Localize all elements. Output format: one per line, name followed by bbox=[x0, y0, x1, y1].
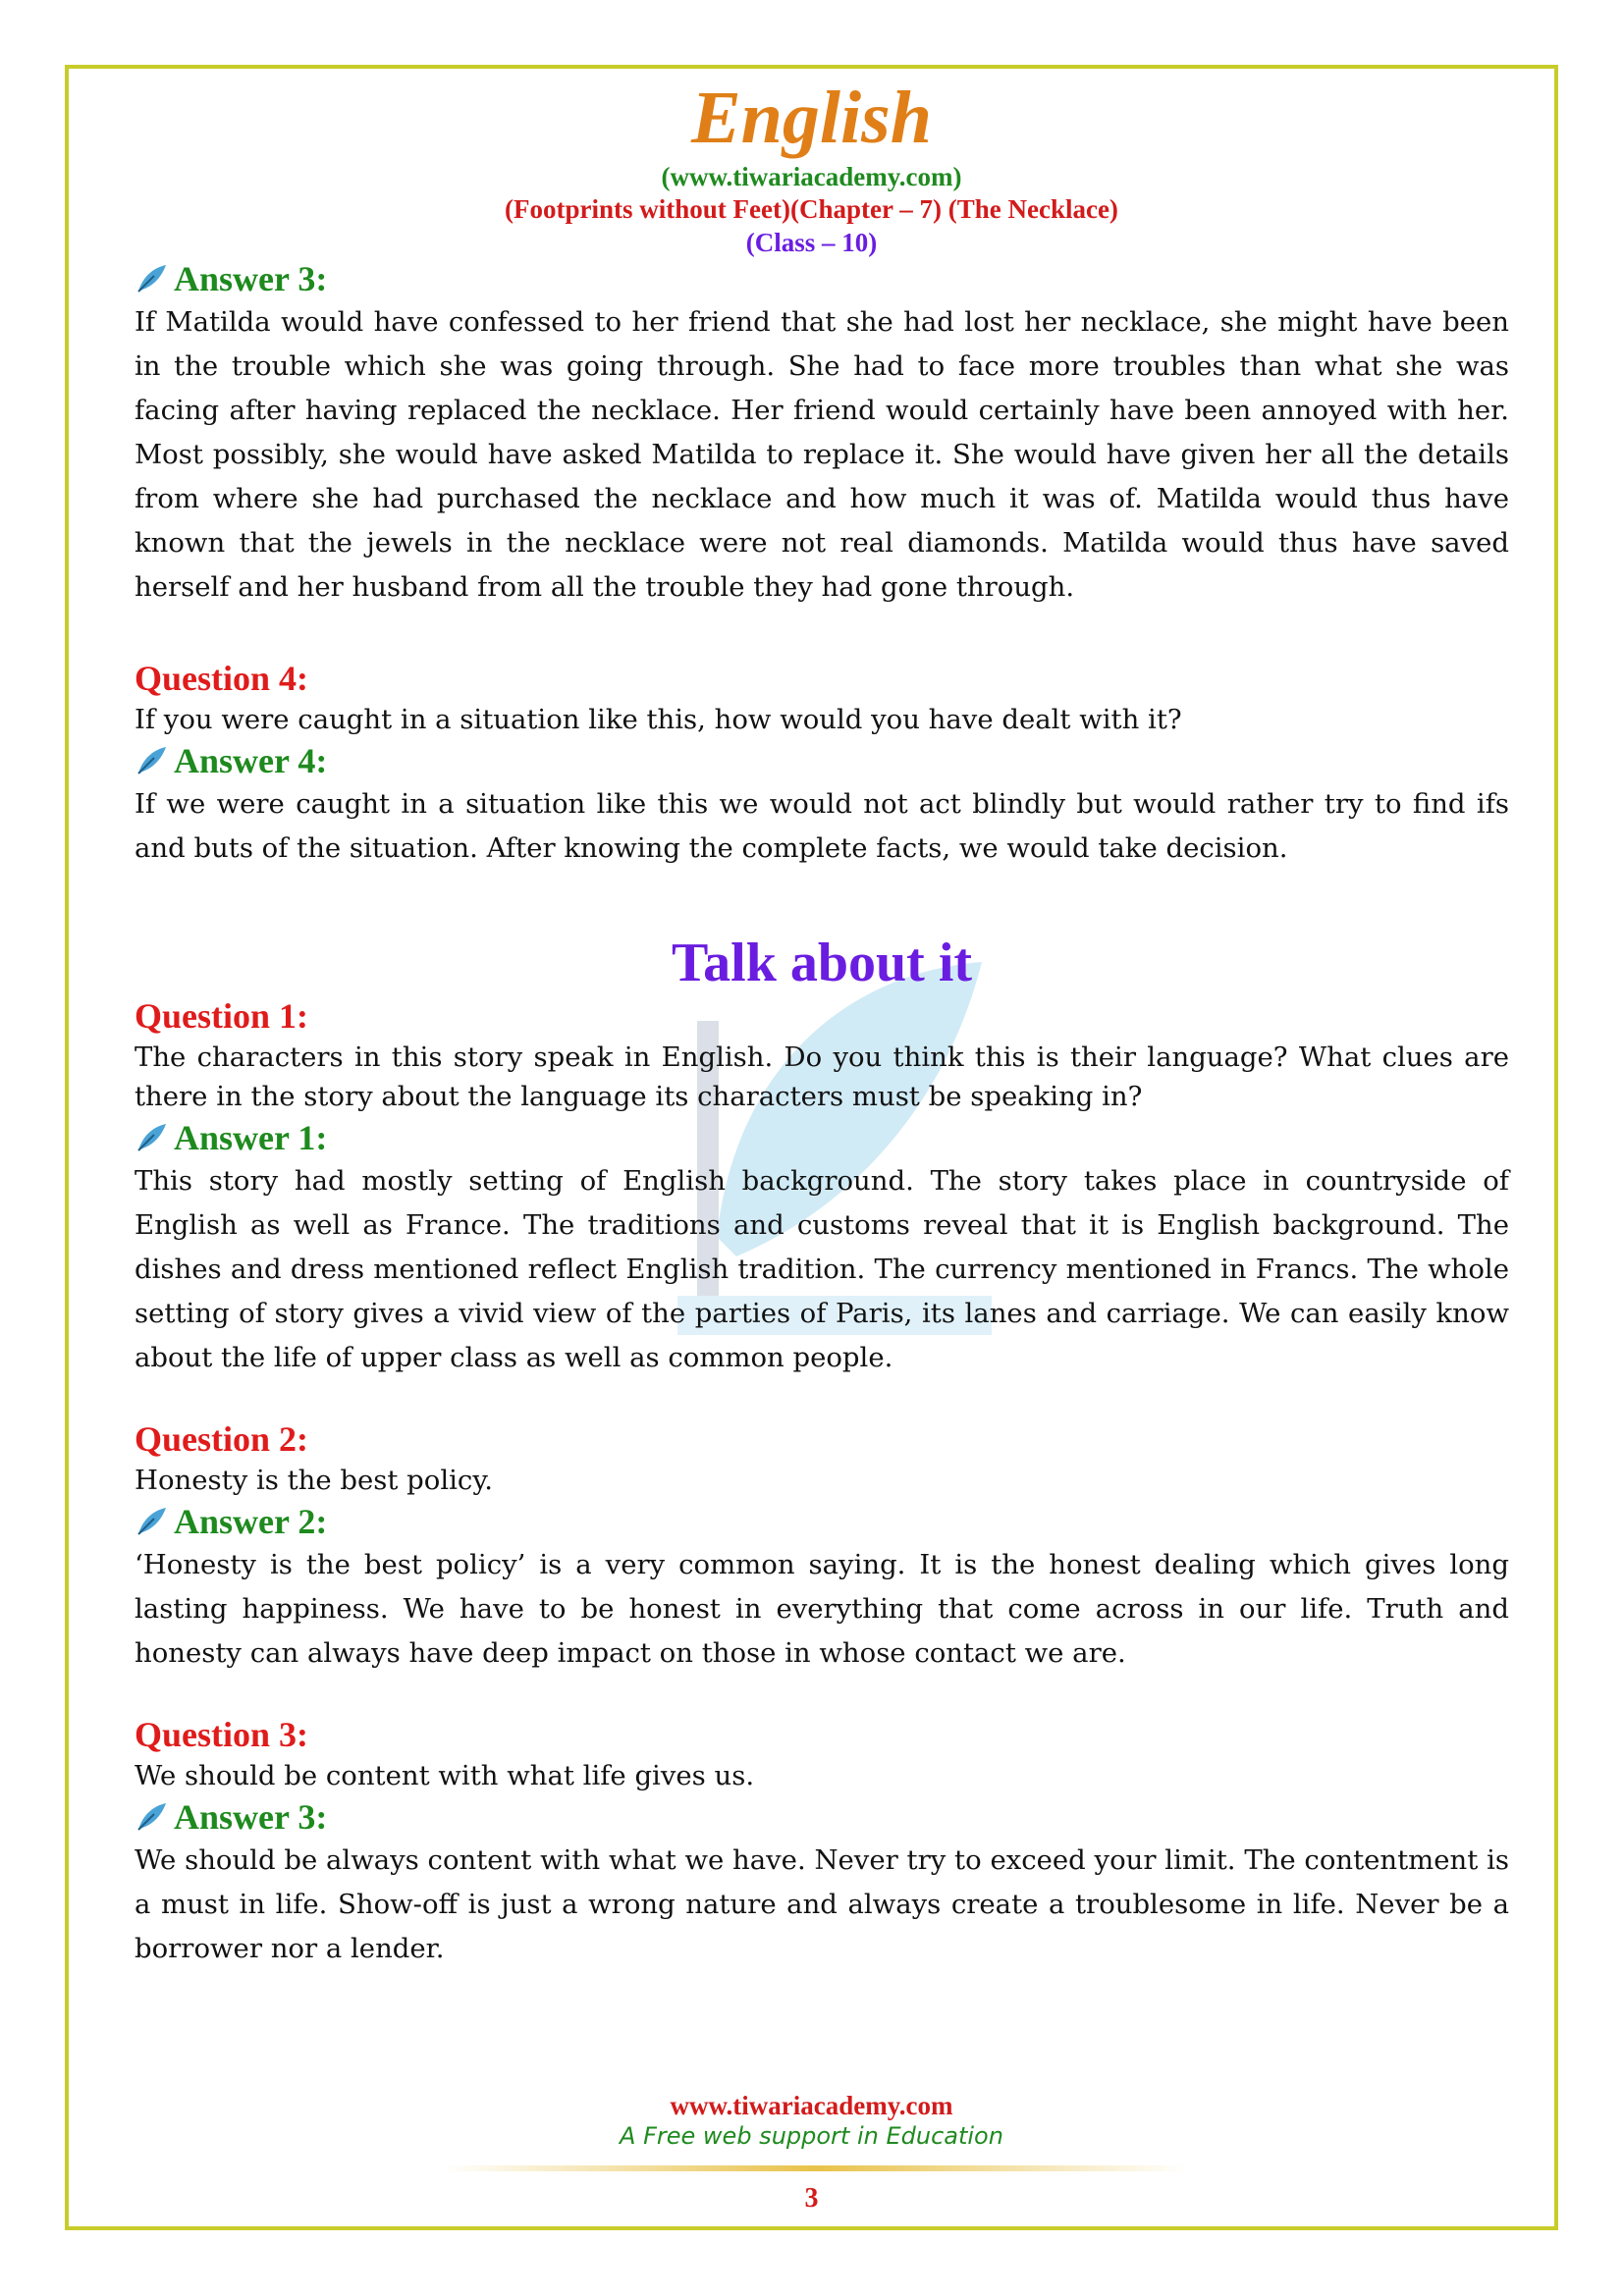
talk-question-3-text: We should be content with what life gives us. bbox=[135, 1760, 755, 1791]
answer-4-heading bbox=[135, 739, 1509, 782]
answer-label: Answer 3: bbox=[174, 1797, 328, 1837]
feather-icon bbox=[135, 744, 168, 777]
main-content bbox=[135, 257, 1509, 1971]
talk-answer-3-text: We should be always content with what we have. Never try to exceed your limit. The contentment is a must in life. Show-off is just a wrong nature and always create a troublesome in life. Never be a borrower nor a lender. bbox=[135, 1844, 1509, 1964]
feather-icon bbox=[135, 1121, 168, 1154]
talk-answer-2-heading bbox=[135, 1500, 1509, 1543]
header-class: (Class – 10) bbox=[745, 228, 878, 257]
answer-label: Answer 3: bbox=[174, 259, 328, 298]
answer-label: Answer 1: bbox=[174, 1118, 328, 1157]
talk-question-1-text: The characters in this story speak in English. Do you think this is their language? What clues are there in the story about the language its characters must be speaking in? bbox=[135, 1041, 1509, 1112]
talk-question-3-heading: Question 3: bbox=[135, 1715, 309, 1754]
footer-divider bbox=[442, 2165, 1188, 2171]
answer-3-heading bbox=[135, 257, 1509, 300]
header-book: (Footprints without Feet)(Chapter – 7) (The Necklace) bbox=[505, 194, 1118, 224]
talk-answer-1-text: This story had mostly setting of English background. The story takes place in countryside of English as well as France. The traditions and customs reveal that it is English background. The dishes and dress mentioned reflect English tradition. The currency mentioned in Francs. The whole setting of story gives a vivid view of the parties of Paris, its lanes and carriage. We can easily know about the life of upper class as well as common people. bbox=[135, 1165, 1509, 1373]
footer-tagline: A Free web support in Education bbox=[620, 2122, 1003, 2150]
question-4-text: If you were caught in a situation like this, how would you have dealt with it? bbox=[135, 704, 1182, 735]
talk-answer-3-heading bbox=[135, 1795, 1509, 1839]
header-site: (www.tiwariacademy.com) bbox=[661, 162, 962, 191]
answer-3-text: If Matilda would have confessed to her friend that she had lost her necklace, she might have been in the trouble which she was going through. She had to face more troubles than what she was facing after having replaced the necklace. Her friend would certainly have been annoyed with her. Most possibly, she would have asked Matilda to replace it. She would have given her all the details from where she had purchased the necklace and how much it was of. Matilda would thus have known that the jewels in the necklace were not real diamonds. Matilda would thus have saved herself and her husband from all the trouble they had gone through. bbox=[135, 306, 1509, 603]
talk-question-2-text: Honesty is the best policy. bbox=[135, 1465, 493, 1496]
talk-question-2-heading: Question 2: bbox=[135, 1419, 309, 1459]
question-4-heading: Question 4: bbox=[135, 659, 309, 698]
answer-4-text: If we were caught in a situation like this we would not act blindly but would rather try to find ifs and buts of the situation. After knowing the complete facts, we would take decision. bbox=[135, 788, 1509, 864]
feather-icon bbox=[135, 1505, 168, 1538]
answer-label: Answer 2: bbox=[174, 1502, 328, 1541]
answer-label: Answer 4: bbox=[174, 741, 328, 780]
feather-icon bbox=[135, 1800, 168, 1834]
page-number: 3 bbox=[804, 2183, 819, 2214]
talk-answer-2-text: ‘Honesty is the best policy’ is a very common saying. It is the honest dealing which gives long lasting happiness. We have to be honest in everything that come across in our life. Truth and honesty can always have deep impact on those in whose contact we are. bbox=[135, 1549, 1509, 1669]
page-title: English bbox=[690, 77, 933, 159]
feather-icon bbox=[135, 262, 168, 295]
talk-question-1-heading: Question 1: bbox=[135, 996, 309, 1036]
section-title: Talk about it bbox=[671, 933, 973, 993]
footer-site-link[interactable]: www.tiwariacademy.com bbox=[670, 2091, 953, 2120]
talk-answer-1-heading bbox=[135, 1116, 1509, 1159]
